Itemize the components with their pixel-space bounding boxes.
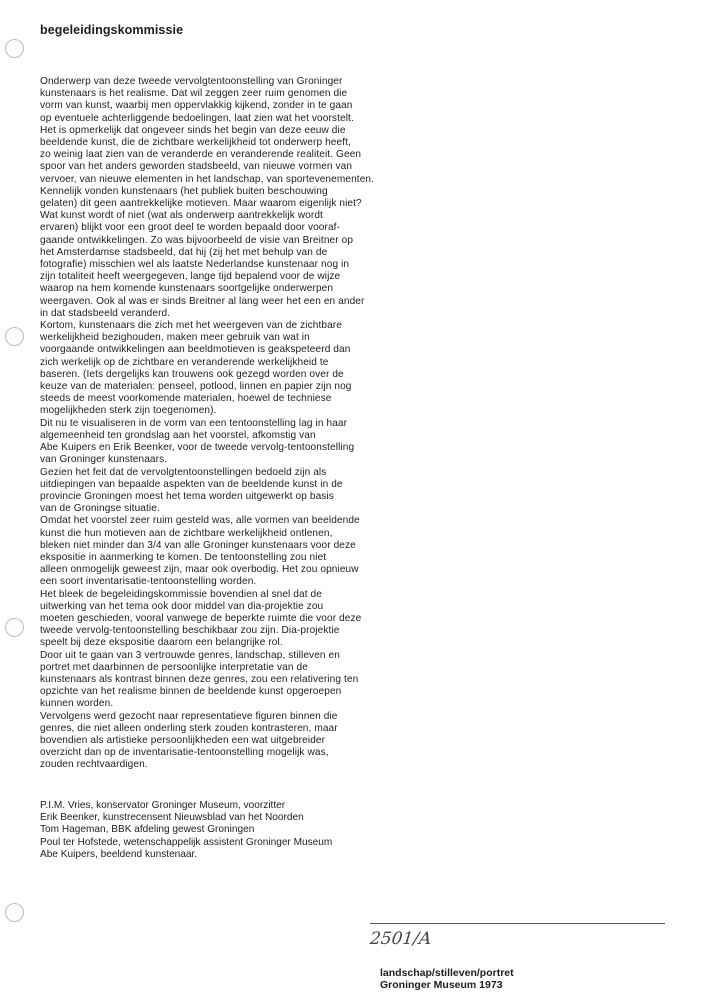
body-text: Onderwerp van deze tweede vervolgtentoonstelling van Groninger kunstenaars is het realisme. Dat wil zeggen zeer ruim genomen die vorm van kunst, waarbij men oppervlakkig kijkend, zonder in te gaan op eventuele achterliggende bedoelingen, laat zien wat het voorstelt. Het is opmerkelijk dat ongeveer sinds het begin van deze eeuw die beeldende kunst, die de zichtbare werkelijkheid tot onderwerp heeft, zo weinig laat zien van de veranderde en veranderende realiteit. Geen spoor van het anders geworden stadsbeeld, van nieuwe vormen van vervoer, van nieuwe elementen in het landschap, van sportevenementen. Kennelijk vonden kunstenaars (het publiek buiten beschouwing gelaten) dit geen aantrekkelijke motieven. Maar waarom eigenlijk niet? Wat kunst wordt of niet (wat als onderwerp aantrekkelijk wordt ervaren) blijkt voor een groot deel te worden bepaald door vooraf- gaande ontwikkelingen. Zo was bijvoorbeeld de visie van Breitner op het Amsterdamse stadsbeeld, dat hij (zij het met behulp van de fotografie) misschien wel als laatste Nederlandse kunstenaar nog in zijn totaliteit heeft weergegeven, lange tijd bepalend voor de wijze waarop na hem komende kunstenaars soortgelijke onderwerpen weergaven. Ook al was er sinds Breitner al lang weer het een en ander in dat stadsbeeld veranderd. Kortom, kunstenaars die zich met het weergeven van de zichtbare werkelijkheid bezighouden, maken meer gebruik van wat in voorgaande ontwikkelingen aan beeldmotieven is geakspeteerd dan zich werkelijk op de zichtbare en veranderende werkelijkheid te baseren. (Iets dergelijks kan trouwens ook gezegd worden over de keuze van de materialen: penseel, potlood, linnen en papier zijn nog steeds de meest voorkomende materialen, hoewel de techniese mogelijkheden sterk zijn toegenomen). Dit nu te visualiseren in de vorm van een tentoonstelling lag in haar algemeenheid ten grondslag aan het voorstel, afkomstig van Abe Kuipers en Erik Beenker, voor de tweede vervolg-tentoonstelling van Groninger kunstenaars. Gezien het feit dat de vervolgtentoonstellingen bedoeld zijn als uitdiepingen van bepaalde aspekten van de beeldende kunst in de provincie Groningen moest het tema worden uitgewerkt op basis van de Groningse situatie. Omdat het voorstel zeer ruim gesteld was, alle vormen van beeldende kunst die hun motieven aan de zichtbare werkelijkheid ontlenen, bleken niet minder dan 3/4 van alle Groninger kunstenaars voor deze ekspositie in aanmerking te komen. De tentoonstelling zou niet alleen onmogelijk geweest zijn, maar ook overbodig. Het zou opnieuw een soort inventarisatie-tentoonstelling worden. Het bleek de begeleidingskommissie bovendien al snel dat de uitwerking van het tema ook door middel van dia-projektie zou moeten geschieden, vooral vanwege de beperkte ruimte die voor deze tweede vervolg-tentoonstelling beschikbaar zou zijn. Dia-projektie speelt bij deze ekspositie daarom een belangrijke rol. Door uit te gaan van 3 vertrouwde genres, landschap, stilleven en portret met daarbinnen de persoonlijke interpretatie van de kunstenaars als kontrast binnen deze genres, zou een relativering ten opzichte van het realisme binnen de beeldende kunst opgeroepen kunnen worden. Vervolgens werd gezocht naar representatieve figuren binnen die genres, die niet alleen onderling sterk zouden kontrasteren, maar bovendien als artistieke persoonlijkheden een wat uitgebreider overzicht dan op de inventarisatie-tentoonstelling mogelijk was, zouden rechtvaardigen. [40, 76, 375, 771]
footer-line-1: landschap/stilleven/portret [380, 967, 514, 979]
handwritten-note: 2501/A [368, 929, 433, 949]
committee-credits: P.I.M. Vries, konservator Groninger Museum, voorzitter Erik Beenker, kunstrecensent Nieuwsblad van het Noorden Tom Hageman, BBK afdeling gewest Groningen Poul ter Hofstede, wetenschappelijk assistent Groninger Museum Abe Kuipers, beeldend kunstenaar. [40, 800, 333, 860]
binder-hole [5, 39, 24, 58]
footer-line-2: Groninger Museum 1973 [380, 979, 503, 991]
binder-hole [5, 327, 24, 346]
page-heading: begeleidingskommissie [40, 23, 184, 37]
footer [380, 967, 514, 991]
binder-hole [5, 903, 24, 922]
binder-hole [5, 618, 24, 637]
footer-rule [370, 923, 665, 924]
